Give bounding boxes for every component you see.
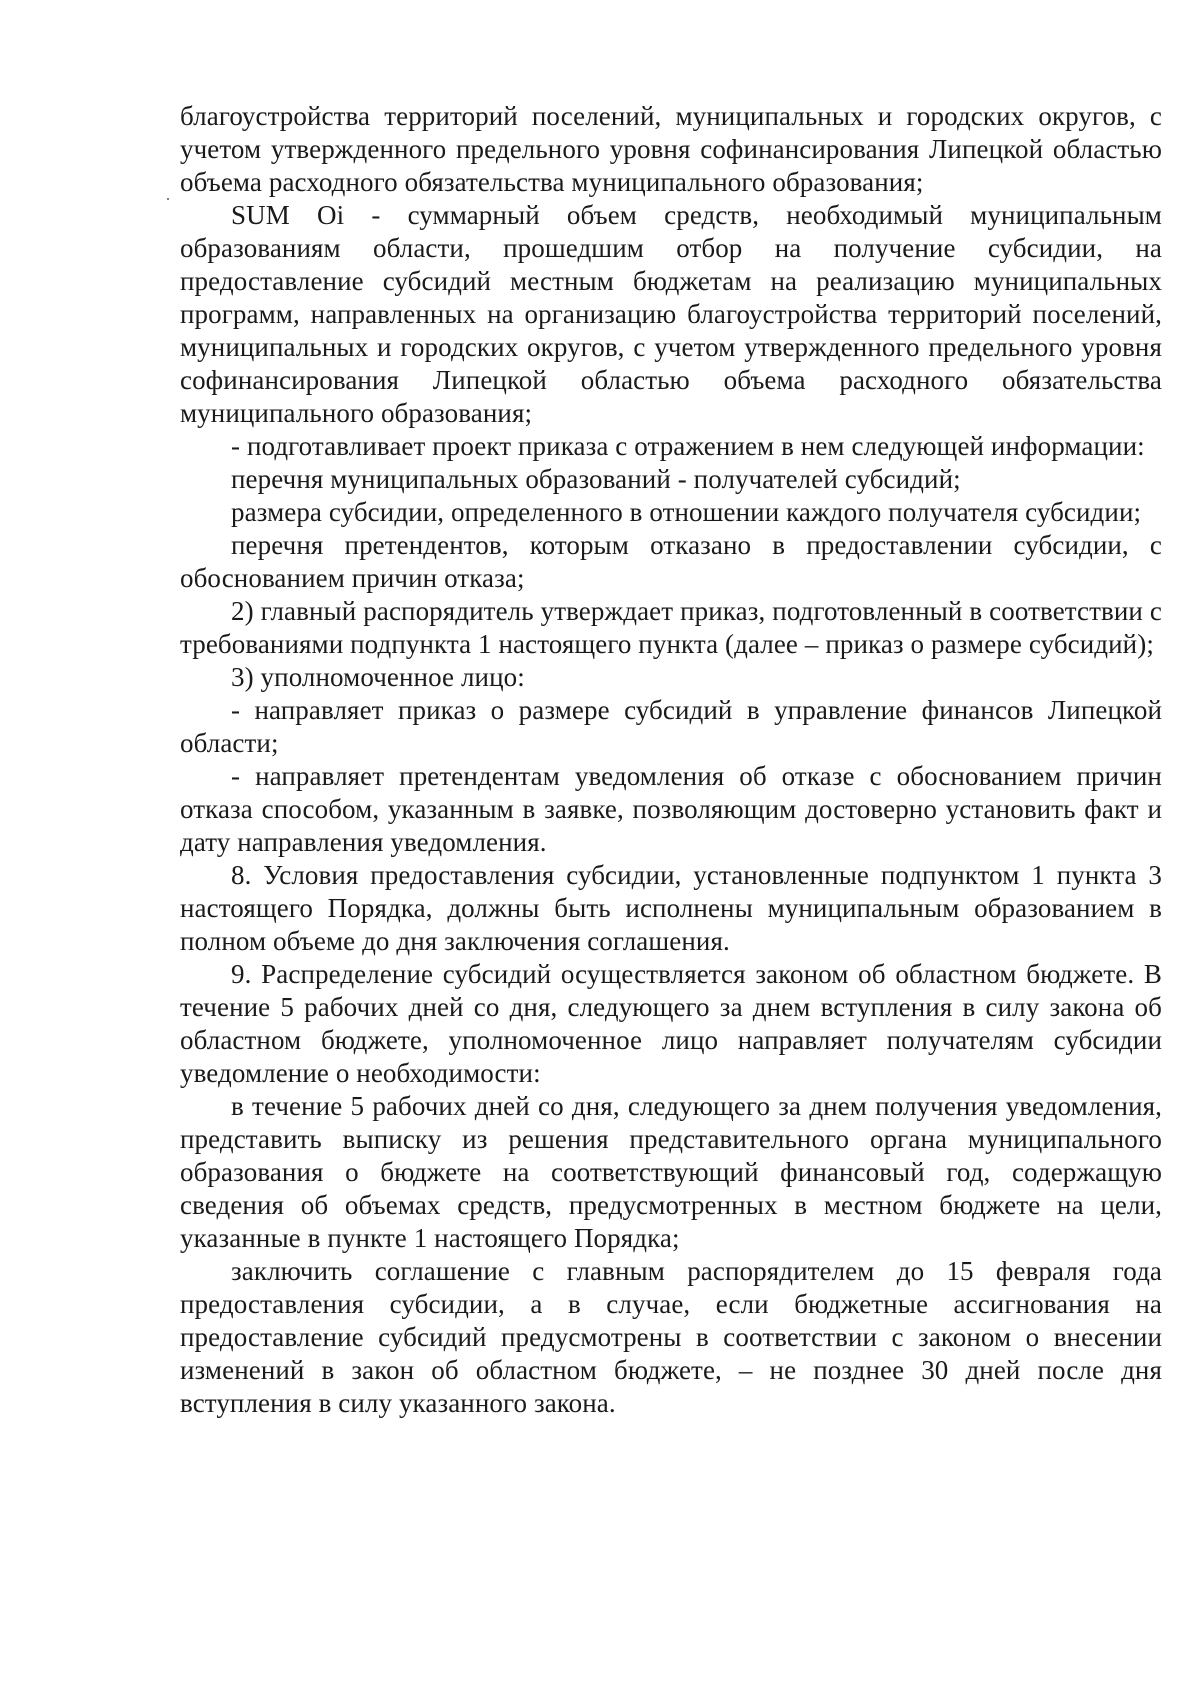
paragraph-within-5-days: в течение 5 рабочих дней со дня, следующего за днем получения уведомления, представить выписку из решения представительного органа муниципального образования о бюджете на соответствующий финансовый год, содержащую сведения об объемах средств, предусмотренных в местном бюджете на цели, указанные в пункте 1 настоящего Порядка; (180, 1091, 1162, 1253)
paragraph-section-9: 9. Распределение субсидий осуществляется законом об областном бюджете. В течение 5 рабочих дней со дня, следующего за днем вступления в силу закона об областном бюджете, уполномоченное лицо направляет получателям субсидии уведомление о необходимости: (180, 959, 1162, 1088)
paragraph-item-2: 2) главный распорядитель утверждает приказ, подготовленный в соответствии с требованиями подпункта 1 настоящего пункта (далее – приказ о размере субсидий); (180, 596, 1162, 659)
paragraph-continuation: благоустройства территорий поселений, муниципальных и городских округов, с учетом утвержденного предельного уровня софинансирования Липецкой областью объема расходного обязательства муниципального образования; (180, 101, 1162, 197)
paragraph-prepare-order: - подготавливает проект приказа с отражением в нем следующей информации: (231, 431, 1145, 461)
paragraph-send-order: - направляет приказ о размере субсидий в управление финансов Липецкой области; (180, 695, 1162, 758)
document-page (180, 100, 1162, 1420)
paragraph-conclude-agreement: заключить соглашение с главным распорядителем до 15 февраля года предоставления субсидии, а в случае, если бюджетные ассигнования на предоставление субсидий предусмотрены в соответствии с законом о внесении изменений в закон об областном бюджете, – не позднее 30 дней после дня вступления в силу указанного закона. (180, 1256, 1162, 1418)
paragraph-section-8: 8. Условия предоставления субсидии, установленные подпунктом 1 пункта 3 настоящего Порядка, должны быть исполнены муниципальным образованием в полном объеме до дня заключения соглашения. (180, 860, 1162, 956)
paragraph-rejected-list: перечня претендентов, которым отказано в предоставлении субсидии, с обоснованием причин отказа; (180, 530, 1162, 593)
paragraph-subsidy-size: размера субсидии, определенного в отношении каждого получателя субсидии; (231, 497, 1142, 527)
paragraph-item-3: 3) уполномоченное лицо: (231, 662, 525, 692)
paragraph-list-recipients: перечня муниципальных образований - получателей субсидий; (231, 464, 961, 494)
paragraph-sum-definition: SUM Oi - суммарный объем средств, необходимый муниципальным образованиям области, прошедшим отбор на получение субсидии, на предоставление субсидий местным бюджетам на реализацию муниципальных программ, направленных на организацию благоустройства территорий поселений, муниципальных и городских округов, с учетом утвержденного предельного уровня софинансирования Липецкой областью объема расходного обязательства муниципального образования; (180, 200, 1162, 428)
paragraph-send-notices: - направляет претендентам уведомления об отказе с обоснованием причин отказа способом, указанным в заявке, позволяющим достоверно установить факт и дату направления уведомления. (180, 761, 1162, 857)
scan-speck (167, 198, 169, 200)
